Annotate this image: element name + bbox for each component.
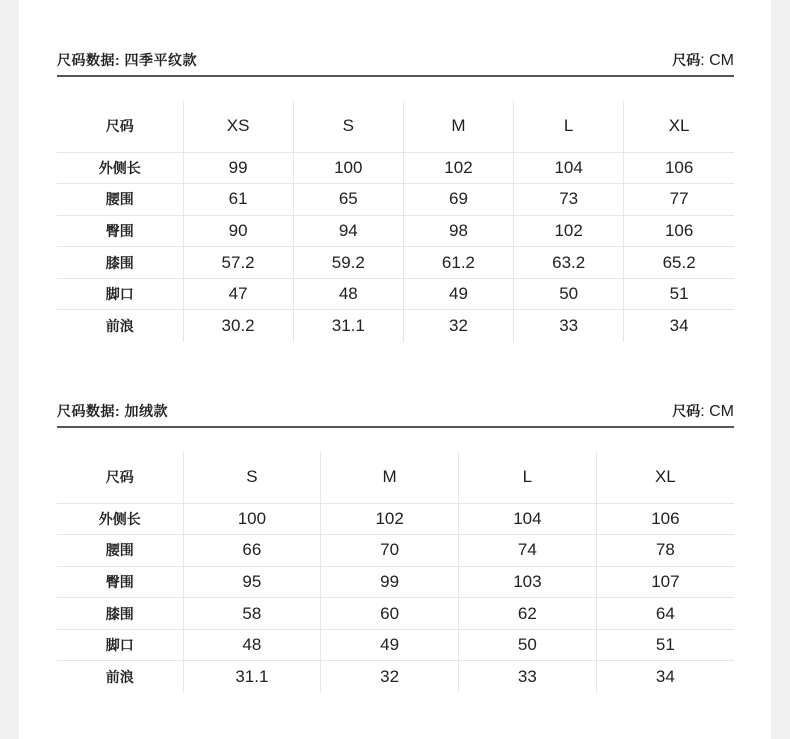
table-row	[57, 503, 734, 535]
table-header-row	[57, 101, 734, 152]
size-value-cell: 33	[514, 310, 624, 342]
row-label: 外侧长	[57, 152, 183, 184]
size-header: M	[403, 101, 513, 152]
row-label: 脚口	[57, 629, 183, 661]
size-value-cell: 103	[459, 566, 597, 598]
size-value-cell: 70	[321, 535, 459, 567]
row-label: 外侧长	[57, 503, 183, 535]
size-value-cell: 74	[459, 535, 597, 567]
size-value-cell: 100	[183, 503, 321, 535]
row-label: 臀围	[57, 566, 183, 598]
size-chart-sheet	[19, 0, 771, 739]
unit-label-text: 尺码	[672, 403, 701, 419]
table-row	[57, 247, 734, 279]
size-value-cell: 32	[321, 661, 459, 693]
size-value-cell: 63.2	[514, 247, 624, 279]
size-value-cell: 51	[596, 629, 734, 661]
size-table	[57, 452, 734, 693]
unit-label-text: 尺码	[672, 52, 701, 68]
size-value-cell: 65	[293, 184, 403, 216]
size-value-cell: 64	[596, 598, 734, 630]
size-value-cell: 31.1	[183, 661, 321, 693]
unit-value: : CM	[700, 403, 734, 420]
size-value-cell: 106	[596, 503, 734, 535]
row-label: 臀围	[57, 215, 183, 247]
size-header: S	[183, 452, 321, 503]
size-value-cell: 69	[403, 184, 513, 216]
size-value-cell: 31.1	[293, 310, 403, 342]
size-value-cell: 104	[514, 152, 624, 184]
size-value-cell: 58	[183, 598, 321, 630]
size-header: S	[293, 101, 403, 152]
row-label: 脚口	[57, 278, 183, 310]
size-section-plain	[57, 52, 734, 342]
size-value-cell: 59.2	[293, 247, 403, 279]
unit-label	[672, 50, 734, 70]
size-value-cell: 33	[459, 661, 597, 693]
table-row	[57, 215, 734, 247]
unit-label	[672, 401, 734, 421]
size-value-cell: 104	[459, 503, 597, 535]
size-value-cell: 50	[514, 278, 624, 310]
section-title: 尺码数据: 四季平纹款	[57, 52, 198, 68]
size-value-cell: 50	[459, 629, 597, 661]
size-section-fleece	[57, 403, 734, 693]
size-value-cell: 49	[403, 278, 513, 310]
size-value-cell: 102	[514, 215, 624, 247]
table-row	[57, 661, 734, 693]
size-value-cell: 62	[459, 598, 597, 630]
size-value-cell: 99	[321, 566, 459, 598]
table-row	[57, 566, 734, 598]
unit-value: : CM	[700, 52, 734, 69]
header-label: 尺码	[57, 452, 183, 503]
table-row	[57, 629, 734, 661]
size-value-cell: 100	[293, 152, 403, 184]
table-row	[57, 598, 734, 630]
size-value-cell: 48	[183, 629, 321, 661]
row-label: 腰围	[57, 535, 183, 567]
size-value-cell: 65.2	[624, 247, 734, 279]
size-value-cell: 51	[624, 278, 734, 310]
section-header	[57, 52, 734, 77]
size-value-cell: 47	[183, 278, 293, 310]
size-header: XL	[624, 101, 734, 152]
row-label: 腰围	[57, 184, 183, 216]
row-label: 膝围	[57, 598, 183, 630]
table-row	[57, 278, 734, 310]
size-value-cell: 66	[183, 535, 321, 567]
section-header	[57, 403, 734, 428]
size-value-cell: 102	[321, 503, 459, 535]
size-value-cell: 94	[293, 215, 403, 247]
table-row	[57, 152, 734, 184]
row-label: 膝围	[57, 247, 183, 279]
table-row	[57, 184, 734, 216]
size-header: XS	[183, 101, 293, 152]
size-header: L	[459, 452, 597, 503]
table-row	[57, 535, 734, 567]
header-label: 尺码	[57, 101, 183, 152]
size-value-cell: 34	[596, 661, 734, 693]
size-header: L	[514, 101, 624, 152]
size-value-cell: 34	[624, 310, 734, 342]
row-label: 前浪	[105, 669, 134, 686]
table-header-row	[57, 452, 734, 503]
size-value-cell: 60	[321, 598, 459, 630]
size-header: M	[321, 452, 459, 503]
size-value-cell: 48	[293, 278, 403, 310]
size-value-cell: 78	[596, 535, 734, 567]
size-value-cell: 73	[514, 184, 624, 216]
size-value-cell: 99	[183, 152, 293, 184]
size-value-cell: 32	[403, 310, 513, 342]
size-value-cell: 106	[624, 152, 734, 184]
size-value-cell: 102	[403, 152, 513, 184]
table-row	[57, 310, 734, 342]
size-value-cell: 106	[624, 215, 734, 247]
size-header: XL	[596, 452, 734, 503]
section-title: 尺码数据: 加绒款	[57, 403, 169, 419]
size-value-cell: 61.2	[403, 247, 513, 279]
size-value-cell: 30.2	[183, 310, 293, 342]
size-value-cell: 90	[183, 215, 293, 247]
size-table	[57, 101, 734, 342]
size-value-cell: 98	[403, 215, 513, 247]
size-value-cell: 61	[183, 184, 293, 216]
size-value-cell: 77	[624, 184, 734, 216]
row-label: 前浪	[105, 318, 134, 335]
size-value-cell: 107	[596, 566, 734, 598]
size-value-cell: 49	[321, 629, 459, 661]
size-value-cell: 95	[183, 566, 321, 598]
size-value-cell: 57.2	[183, 247, 293, 279]
